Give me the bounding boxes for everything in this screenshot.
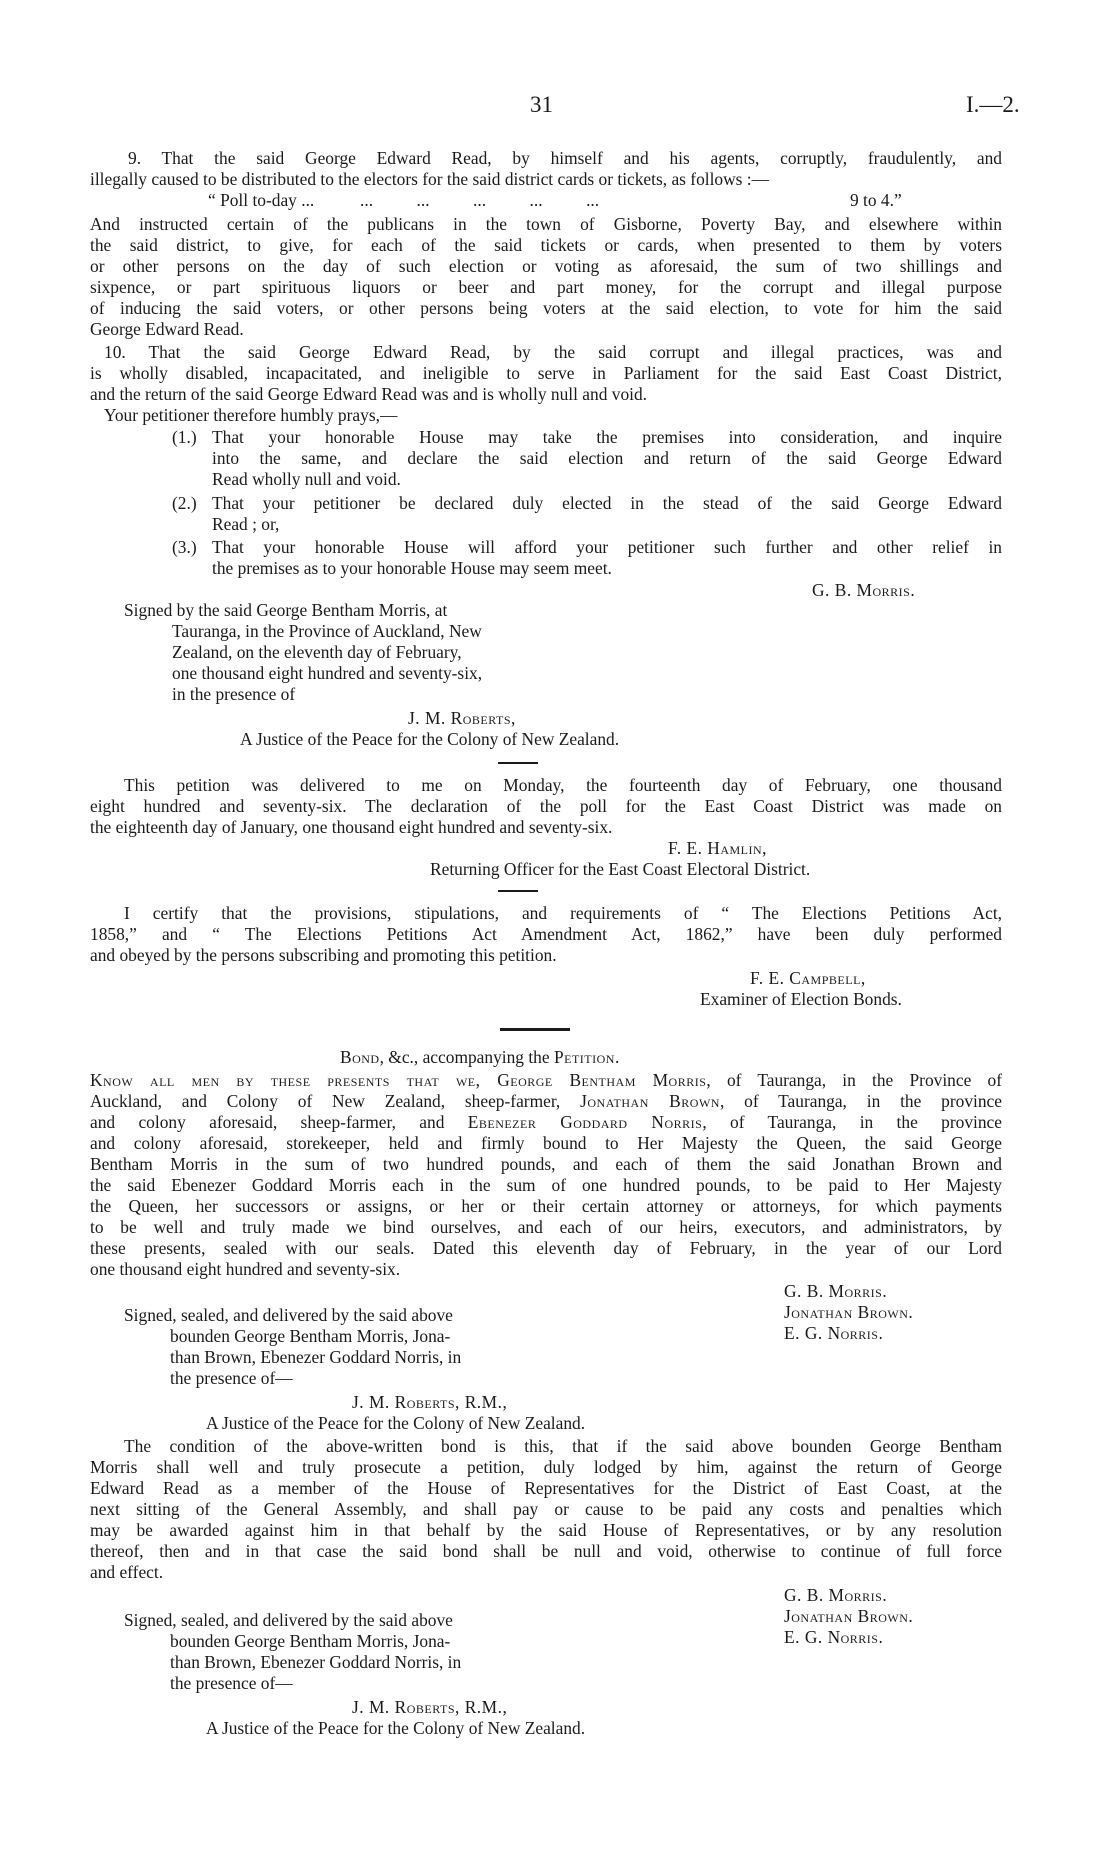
attestation-line: Zealand, on the eleventh day of February, [172, 642, 462, 662]
ticket-text-left: “ Poll to-day ... [208, 190, 315, 210]
returning-officer-name: F. E. Hamlin, [668, 838, 768, 858]
signature-norris: E. G. Norris. [784, 1323, 884, 1343]
para10-line: is wholly disabled, incapacitated, and ineligible to serve in Parliament for the said East Coast District, [90, 363, 1002, 383]
ticket-leader-dots: ... ... ... ... ... [360, 190, 600, 210]
prayer-item-line: Read ; or, [212, 514, 280, 534]
bond-line: to be well and truly made we bind ourselves, and each of our heirs, executors, and administrators, by [90, 1217, 1002, 1237]
prayer-item-number: (2.) [172, 493, 197, 513]
condition-line: may be awarded against him in that behalf by the said House of Representatives, or by any resolution [90, 1520, 1002, 1540]
para9-line: illegally caused to be distributed to the electors for the said district cards or tickets, as follows :— [90, 169, 770, 189]
para9-cont-line: the said district, to give, for each of the said tickets or cards, when presented to them by voters [90, 235, 1002, 255]
section-divider [498, 890, 538, 892]
condition-witness-title: A Justice of the Peace for the Colony of New Zealand. [206, 1718, 586, 1738]
certify-line: I certify that the provisions, stipulations, and requirements of “ The Elections Petitions Act, [124, 903, 1002, 923]
bond-line: one thousand eight hundred and seventy-six. [90, 1259, 401, 1279]
attestation-line: Signed by the said George Bentham Morris, at [124, 600, 448, 620]
prayer-item-line: Read wholly null and void. [212, 469, 401, 489]
para9-cont-line: And instructed certain of the publicans in the town of Gisborne, Poverty Bay, and elsewhere within [90, 214, 1002, 234]
attestation-line: one thousand eight hundred and seventy-six, [172, 663, 483, 683]
prayer-item-number: (3.) [172, 537, 197, 557]
signature-brown: Jonathan Brown. [784, 1302, 914, 1322]
returning-officer-title: Returning Officer for the East Coast Electoral District. [430, 859, 811, 879]
bond-line: these presents, sealed with our seals. Dated this eleventh day of February, in the year of our Lord [90, 1238, 1002, 1258]
condition-line: Edward Read as a member of the House of Representatives for the District of East Coast, at the [90, 1478, 1002, 1498]
para10-line: and the return of the said George Edward Read was and is wholly null and void. [90, 384, 648, 404]
attestation-line: Tauranga, in the Province of Auckland, New [172, 621, 482, 641]
bond-heading: Bond, &c., accompanying the Petition. [340, 1047, 620, 1067]
condition-attestation-line: than Brown, Ebenezer Goddard Norris, in [170, 1652, 462, 1672]
prayer-item-line: the premises as to your honorable House may seem meet. [212, 558, 612, 578]
bond-attestation-line: bounden George Bentham Morris, Jona- [170, 1326, 451, 1346]
bond-line: Bentham Morris in the sum of two hundred pounds, and each of them the said Jonathan Brown and [90, 1154, 1002, 1174]
para9-cont-line: George Edward Read. [90, 319, 244, 339]
certify-line: 1858,” and “ The Elections Petitions Act Amendment Act, 1862,” have been duly performed [90, 924, 1002, 944]
condition-line: next sitting of the General Assembly, and shall pay or cause to be paid any costs and penalties which [90, 1499, 1002, 1519]
examiner-name: F. E. Campbell, [750, 968, 866, 988]
attestation-line: in the presence of [172, 684, 296, 704]
prayer-item-line: That your petitioner be declared duly elected in the stead of the said George Edward [212, 493, 1002, 513]
delivery-line: eight hundred and seventy-six. The declaration of the poll for the East Coast District was made on [90, 796, 1002, 816]
section-divider [498, 762, 538, 764]
bond-attestation-line: the presence of— [170, 1368, 293, 1388]
bond-line: the Queen, her successors or assigns, or her or their certain attorney or attorneys, for which payments [90, 1196, 1002, 1216]
para9-cont-line: or other persons on the day of such election or voting as aforesaid, the sum of two shillings and [90, 256, 1002, 276]
prayer-intro: Your petitioner therefore humbly prays,— [104, 405, 398, 425]
para10-line: 10. That the said George Edward Read, by the said corrupt and illegal practices, was and [104, 342, 1002, 362]
delivery-line: This petition was delivered to me on Monday, the fourteenth day of February, one thousand [124, 775, 1002, 795]
witness-name: J. M. Roberts, [408, 708, 516, 728]
condition-attestation-line: bounden George Bentham Morris, Jona- [170, 1631, 451, 1651]
bond-line: the said Ebenezer Goddard Morris each in the sum of one hundred pounds, to be paid to Her Majesty [90, 1175, 1002, 1195]
condition-line: The condition of the above-written bond is this, that if the said above bounden George Bentham [124, 1436, 1002, 1456]
signature-morris: G. B. Morris. [784, 1281, 888, 1301]
condition-attestation-line: the presence of— [170, 1673, 293, 1693]
prayer-item-number: (1.) [172, 427, 197, 447]
signature-morris: G. B. Morris. [784, 1585, 888, 1605]
prayer-item-line: into the same, and declare the said election and return of the said George Edward [212, 448, 1002, 468]
signature-brown: Jonathan Brown. [784, 1606, 914, 1626]
para9-line: 9. That the said George Edward Read, by himself and his agents, corruptly, fraudulently, and [128, 148, 1002, 168]
condition-attestation-line: Signed, sealed, and delivered by the said above [124, 1610, 453, 1630]
delivery-line: the eighteenth day of January, one thousand eight hundred and seventy-six. [90, 817, 613, 837]
para9-cont-line: of inducing the said voters, or other persons being voters at the said election, to vote for him the said [90, 298, 1002, 318]
condition-line: and effect. [90, 1562, 164, 1582]
bond-line: Auckland, and Colony of New Zealand, sheep-farmer, Jonathan Brown, of Tauranga, in the province [90, 1091, 1002, 1111]
bond-line: and colony aforesaid, sheep-farmer, and Ebenezer Goddard Norris, of Tauranga, in the province [90, 1112, 1002, 1132]
prayer-item-line: That your honorable House may take the premises into consideration, and inquire [212, 427, 1002, 447]
condition-line: Morris shall well and truly prosecute a petition, duly lodged by him, against the return of George [90, 1457, 1002, 1477]
bond-attestation-line: Signed, sealed, and delivered by the said above [124, 1305, 453, 1325]
bond-line: and colony aforesaid, storekeeper, held and firmly bound to Her Majesty the Queen, the said George [90, 1133, 1002, 1153]
ticket-text-right: 9 to 4.” [850, 190, 902, 210]
bond-witness-name: J. M. Roberts, R.M., [352, 1392, 508, 1412]
condition-line: thereof, then and in that case the said bond shall be null and void, otherwise to continue of full force [90, 1541, 1002, 1561]
bond-witness-title: A Justice of the Peace for the Colony of New Zealand. [206, 1413, 586, 1433]
signature-norris: E. G. Norris. [784, 1627, 884, 1647]
condition-witness-name: J. M. Roberts, R.M., [352, 1697, 508, 1717]
petitioner-signature: G. B. Morris. [812, 580, 916, 600]
bond-attestation-line: than Brown, Ebenezer Goddard Norris, in [170, 1347, 462, 1367]
bond-line: Know all men by these presents that we, George Bentham Morris, of Tauranga, in the Province of [90, 1070, 1002, 1090]
section-divider [500, 1028, 570, 1031]
witness-title: A Justice of the Peace for the Colony of New Zealand. [240, 729, 620, 749]
prayer-item-line: That your honorable House will afford your petitioner such further and other relief in [212, 537, 1002, 557]
certify-line: and obeyed by the persons subscribing and promoting this petition. [90, 945, 557, 965]
para9-cont-line: sixpence, or part spirituous liquors or beer and part money, for the corrupt and illegal purpose [90, 277, 1002, 297]
page-number: 31 [530, 92, 553, 117]
examiner-title: Examiner of Election Bonds. [700, 989, 902, 1009]
document-reference: I.—2. [966, 92, 1020, 117]
